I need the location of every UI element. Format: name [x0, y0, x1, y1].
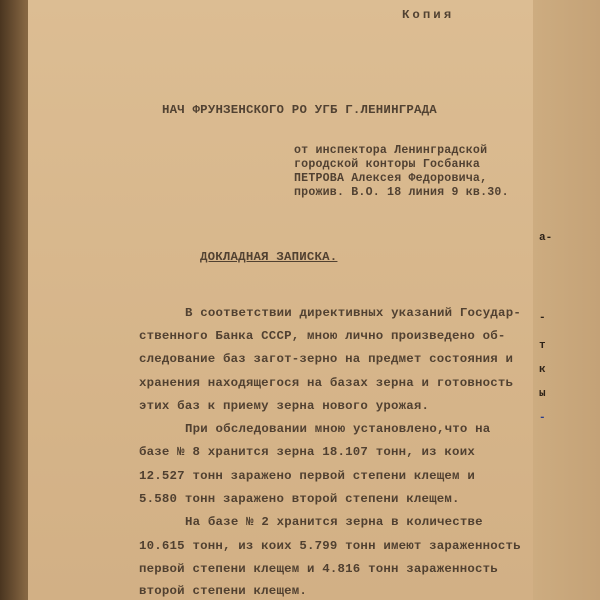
sender-line: прожив. В.О. 18 линия 9 кв.30. [294, 186, 509, 199]
document-page [28, 0, 533, 600]
margin-mark: - [539, 412, 546, 424]
margin-mark: к [539, 364, 546, 376]
body-line: первой степени клещем и 4.816 тонн зараженность [139, 562, 498, 576]
underlying-page [533, 0, 600, 600]
margin-mark: т [539, 340, 546, 352]
body-line: этих баз к приему зерна нового урожая. [139, 399, 430, 413]
body-line: При обследовании мною установлено,что на [185, 422, 491, 436]
body-line: 12.527 тонн заражено первой степени клещем и [139, 469, 475, 483]
document-title: ДОКЛАДНАЯ ЗАПИСКА. [200, 250, 338, 264]
body-line: следование баз загот-зерно на предмет состояния и [139, 352, 514, 366]
body-line: второй степени клещем. [139, 584, 307, 598]
body-line: 5.580 тонн заражено второй степени клещем. [139, 492, 460, 506]
body-line: 10.615 тонн, из коих 5.799 тонн имеют зараженность [139, 539, 521, 553]
body-line: базе № 8 хранится зерна 18.107 тонн, из коих [139, 445, 475, 459]
margin-mark: а- [539, 232, 553, 244]
margin-mark: ы [539, 388, 546, 400]
sender-line: ПЕТРОВА Алексея Федоровича, [294, 172, 488, 185]
body-line: ственного Банка СССР, мною лично произведено об- [139, 329, 506, 343]
addressee: НАЧ ФРУНЗЕНСКОГО РО УГБ Г.ЛЕНИНГРАДА [162, 103, 437, 117]
body-line: На базе № 2 хранится зерна в количестве [185, 515, 483, 529]
body-line: В соответствии директивных указаний Государ- [185, 306, 521, 320]
copy-mark: Копия [402, 8, 455, 22]
sender-line: от инспектора Ленинградской [294, 144, 488, 157]
body-line: хранения находящегося на базах зерна и готовность [139, 376, 514, 390]
background-left-strip [0, 0, 28, 600]
margin-mark: - [539, 312, 546, 324]
sender-line: городской конторы Госбанка [294, 158, 481, 171]
